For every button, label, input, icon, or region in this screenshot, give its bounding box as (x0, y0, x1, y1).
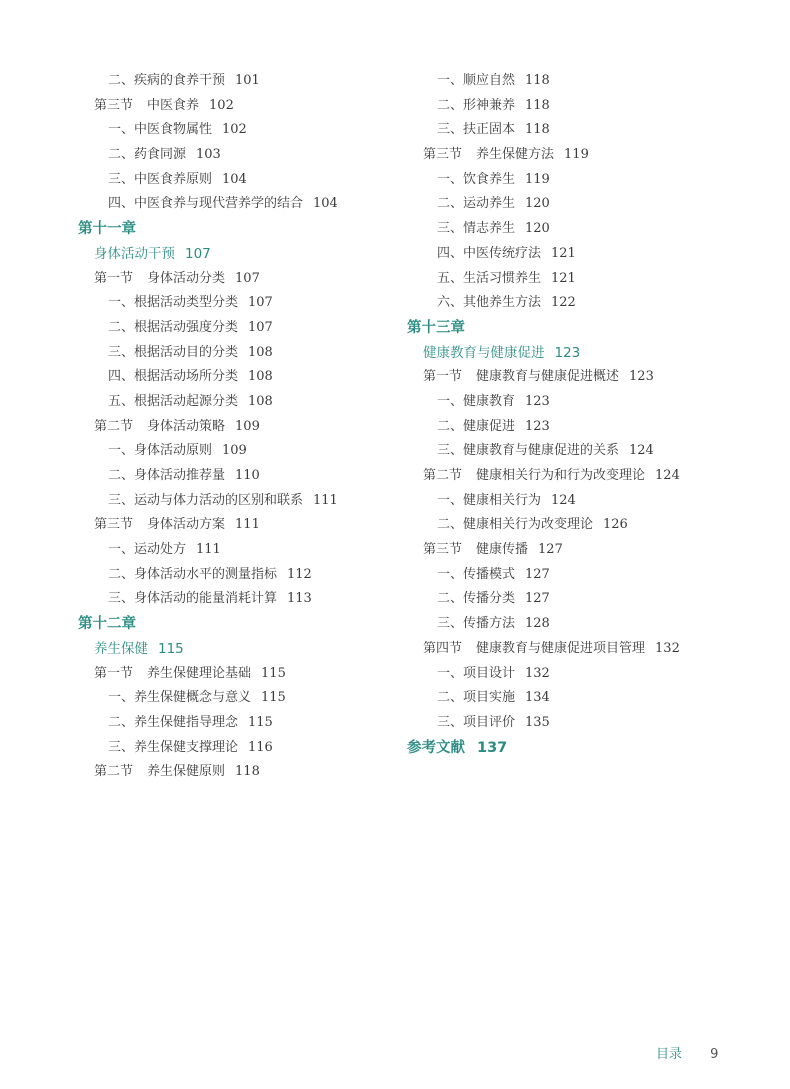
toc-item[interactable] (407, 168, 747, 193)
toc-page-number: 118 (235, 764, 260, 780)
toc-references[interactable] (407, 736, 747, 761)
toc-page-number: 111 (196, 542, 221, 558)
chapter-title-text: 身体活动干预 (94, 245, 175, 262)
toc-item[interactable] (78, 69, 418, 94)
toc-item[interactable] (407, 612, 747, 637)
toc-item-title: 一、中医食物属性 (108, 122, 213, 138)
toc-section[interactable] (78, 267, 418, 292)
toc-item-title: 三、情志养生 (437, 221, 516, 237)
toc-chapter-number[interactable] (407, 316, 747, 341)
toc-chapter-number[interactable] (78, 217, 418, 242)
toc-item[interactable] (78, 736, 418, 761)
toc-item-title: 二、传播分类 (437, 591, 516, 607)
toc-section-title: 养生保健方法 (476, 147, 555, 163)
toc-section[interactable] (407, 538, 747, 563)
toc-item[interactable] (407, 390, 747, 415)
toc-section-title: 健康相关行为和行为改变理论 (476, 468, 646, 483)
toc-page-number: 107 (248, 295, 273, 311)
toc-item[interactable] (78, 291, 418, 316)
toc-page-number: 123 (554, 344, 581, 361)
toc-page-number: 102 (209, 97, 234, 113)
toc-item-title: 二、养生保健指导理念 (108, 714, 239, 730)
toc-item-title: 四、中医食养与现代营养学的结合 (108, 196, 304, 212)
toc-item-title: 二、健康相关行为改变理论 (437, 517, 594, 533)
toc-page-number: 104 (222, 171, 247, 187)
toc-section-number: 第二节 (423, 468, 463, 483)
toc-item[interactable] (78, 390, 418, 415)
toc-item-title: 三、扶正固本 (437, 122, 516, 138)
toc-page-number: 121 (551, 270, 576, 286)
chapter-title-text: 养生保健 (94, 640, 148, 657)
toc-page-number: 108 (248, 369, 273, 385)
toc-section-title: 身体活动策略 (147, 418, 226, 434)
toc-item-title: 一、传播模式 (437, 566, 516, 582)
toc-section[interactable] (407, 637, 747, 662)
toc-section[interactable] (78, 760, 418, 785)
toc-page-number: 109 (222, 443, 247, 459)
toc-chapter-title[interactable] (407, 341, 747, 366)
toc-item[interactable] (407, 563, 747, 588)
toc-page-number: 123 (525, 418, 550, 434)
toc-page-number: 123 (525, 393, 550, 409)
toc-item-title: 一、健康相关行为 (437, 492, 542, 508)
toc-page-number: 124 (629, 443, 654, 459)
toc-item[interactable] (407, 439, 747, 464)
toc-item[interactable] (407, 711, 747, 736)
toc-section-title: 身体活动分类 (147, 270, 226, 286)
toc-page-number: 116 (248, 739, 273, 755)
toc-item[interactable] (78, 711, 418, 736)
toc-page-number: 113 (287, 591, 312, 607)
toc-page-number: 108 (248, 393, 273, 409)
toc-item[interactable] (78, 587, 418, 612)
toc-item[interactable] (78, 538, 418, 563)
toc-page-number: 110 (235, 468, 260, 483)
toc-item-title: 四、根据活动场所分类 (108, 369, 239, 385)
toc-item[interactable] (78, 365, 418, 390)
toc-section-number: 第二节 (94, 764, 134, 780)
toc-item[interactable] (78, 316, 418, 341)
toc-right-column (407, 69, 747, 760)
toc-section-number: 第三节 (94, 517, 134, 533)
toc-section[interactable] (407, 143, 747, 168)
toc-page-number: 124 (655, 468, 680, 483)
toc-page-number: 101 (235, 73, 260, 88)
toc-item-title: 三、传播方法 (437, 616, 516, 632)
toc-item[interactable] (78, 143, 418, 168)
toc-page-number: 111 (235, 517, 260, 533)
toc-item-title: 五、根据活动起源分类 (108, 393, 239, 409)
toc-item-title: 一、饮食养生 (437, 171, 516, 187)
toc-page-number: 111 (313, 492, 338, 508)
toc-page-number: 123 (629, 369, 654, 385)
toc-item-title: 二、健康促进 (437, 418, 516, 434)
toc-item-title: 六、其他养生方法 (437, 295, 542, 311)
toc-page-number: 112 (287, 566, 312, 582)
toc-page-number: 120 (525, 221, 550, 237)
toc-item-title: 一、健康教育 (437, 393, 516, 409)
toc-item[interactable] (407, 118, 747, 143)
toc-item[interactable] (407, 513, 747, 538)
toc-section[interactable] (407, 464, 747, 489)
toc-page-number: 109 (235, 418, 260, 434)
toc-section-number: 第一节 (94, 270, 134, 286)
toc-item[interactable] (407, 489, 747, 514)
toc-item-title: 三、运动与体力活动的区别和联系 (108, 492, 304, 508)
toc-page-number: 127 (525, 566, 550, 582)
toc-item-title: 三、项目评价 (437, 714, 516, 730)
toc-page-number: 115 (261, 665, 286, 681)
toc-section-title: 中医食养 (147, 97, 200, 113)
toc-item-title: 一、项目设计 (437, 665, 516, 681)
toc-page-number: 107 (185, 245, 211, 262)
toc-item[interactable] (78, 439, 418, 464)
toc-item[interactable] (78, 686, 418, 711)
toc-page-number: 104 (313, 196, 338, 212)
toc-item[interactable] (78, 464, 418, 489)
page-number: 9 (710, 1047, 719, 1062)
toc-item[interactable] (407, 415, 747, 440)
toc-item-title: 二、项目实施 (437, 690, 516, 706)
toc-item[interactable] (407, 662, 747, 687)
toc-page-number: 121 (551, 245, 576, 261)
toc-item[interactable] (407, 217, 747, 242)
toc-page-number: 107 (248, 319, 273, 335)
toc-item-title: 二、形神兼养 (437, 97, 516, 113)
toc-item[interactable] (407, 69, 747, 94)
toc-page-number: 118 (525, 122, 550, 138)
toc-section-title: 健康传播 (476, 542, 529, 558)
toc-page-number: 135 (525, 714, 550, 730)
toc-item-title: 二、疾病的食养干预 (108, 73, 226, 88)
toc-page-number: 127 (525, 591, 550, 607)
page-footer (656, 1043, 718, 1062)
toc-page-number: 119 (525, 171, 550, 187)
toc-item[interactable] (407, 291, 747, 316)
toc-item[interactable] (78, 118, 418, 143)
toc-page-number: 102 (222, 122, 247, 138)
toc-chapter-title[interactable] (78, 637, 418, 662)
toc-item-title: 五、生活习惯养生 (437, 270, 542, 286)
toc-item-title: 一、顺应自然 (437, 73, 516, 88)
toc-page-number: 134 (525, 690, 550, 706)
toc-page-number: 124 (551, 492, 576, 508)
toc-item-title: 一、根据活动类型分类 (108, 295, 239, 311)
toc-item-title: 二、身体活动推荐量 (108, 468, 226, 483)
toc-section-title: 健康教育与健康促进概述 (476, 369, 620, 385)
toc-section-title: 健康教育与健康促进项目管理 (476, 640, 646, 656)
toc-item-title: 四、中医传统疗法 (437, 245, 542, 261)
chapter-label: 第十二章 (78, 616, 136, 633)
toc-section[interactable] (78, 94, 418, 119)
footer-label: 目录 (656, 1047, 683, 1062)
toc-page-number: 120 (525, 196, 550, 212)
toc-item-title: 三、中医食养原则 (108, 171, 213, 187)
toc-item-title: 二、运动养生 (437, 196, 516, 212)
toc-item[interactable] (407, 267, 747, 292)
toc-item[interactable] (78, 489, 418, 514)
toc-page-number: 115 (261, 690, 286, 706)
toc-page-number: 115 (248, 714, 273, 730)
toc-page-number: 108 (248, 344, 273, 360)
toc-chapter-title[interactable] (78, 242, 418, 267)
toc-page-number: 126 (603, 517, 628, 533)
toc-item[interactable] (78, 563, 418, 588)
toc-page-number: 118 (525, 97, 550, 113)
chapter-label: 第十一章 (78, 221, 136, 238)
toc-item[interactable] (407, 242, 747, 267)
toc-page-number: 127 (538, 542, 563, 558)
toc-section-number: 第三节 (423, 147, 463, 163)
toc-section-number: 第二节 (94, 418, 134, 434)
toc-item-title: 一、养生保健概念与意义 (108, 690, 252, 706)
references-label: 参考文献 (407, 739, 465, 756)
toc-page-number: 122 (551, 295, 576, 311)
toc-item-title: 三、身体活动的能量消耗计算 (108, 591, 278, 607)
toc-item[interactable] (78, 192, 418, 217)
toc-item-title: 一、运动处方 (108, 542, 187, 558)
toc-item-title: 一、身体活动原则 (108, 443, 213, 459)
toc-item-title: 三、根据活动目的分类 (108, 344, 239, 360)
toc-item-title: 三、养生保健支撑理论 (108, 739, 239, 755)
toc-page-number: 128 (525, 616, 550, 632)
toc-section-number: 第一节 (94, 665, 134, 681)
toc-section-title: 养生保健原则 (147, 764, 226, 780)
toc-page-number: 118 (525, 73, 550, 88)
toc-item-title: 二、药食同源 (108, 147, 187, 163)
toc-page-number: 132 (525, 665, 550, 681)
toc-item-title: 三、健康教育与健康促进的关系 (437, 443, 620, 459)
toc-item[interactable] (407, 94, 747, 119)
toc-section[interactable] (78, 513, 418, 538)
toc-section-number: 第三节 (94, 97, 134, 113)
chapter-title-text: 健康教育与健康促进 (423, 344, 545, 361)
toc-item[interactable] (407, 587, 747, 612)
toc-left-column (78, 69, 418, 785)
toc-page-number: 119 (564, 147, 589, 163)
toc-page-number: 137 (477, 739, 508, 756)
toc-page-number: 103 (196, 147, 221, 163)
toc-section-title: 身体活动方案 (147, 517, 226, 533)
toc-item[interactable] (407, 192, 747, 217)
toc-page-number: 107 (235, 270, 260, 286)
toc-section[interactable] (78, 662, 418, 687)
toc-item-title: 二、身体活动水平的测量指标 (108, 566, 278, 582)
toc-section[interactable] (407, 365, 747, 390)
toc-section-number: 第四节 (423, 640, 463, 656)
toc-section-title: 养生保健理论基础 (147, 665, 252, 681)
toc-item[interactable] (78, 168, 418, 193)
toc-section-number: 第三节 (423, 542, 463, 558)
toc-page-number: 132 (655, 640, 680, 656)
toc-section[interactable] (78, 415, 418, 440)
toc-section-number: 第一节 (423, 369, 463, 385)
chapter-label: 第十三章 (407, 319, 465, 336)
toc-page-number: 115 (158, 640, 184, 657)
toc-chapter-number[interactable] (78, 612, 418, 637)
toc-item[interactable] (407, 686, 747, 711)
toc-item[interactable] (78, 341, 418, 366)
toc-item-title: 二、根据活动强度分类 (108, 319, 239, 335)
